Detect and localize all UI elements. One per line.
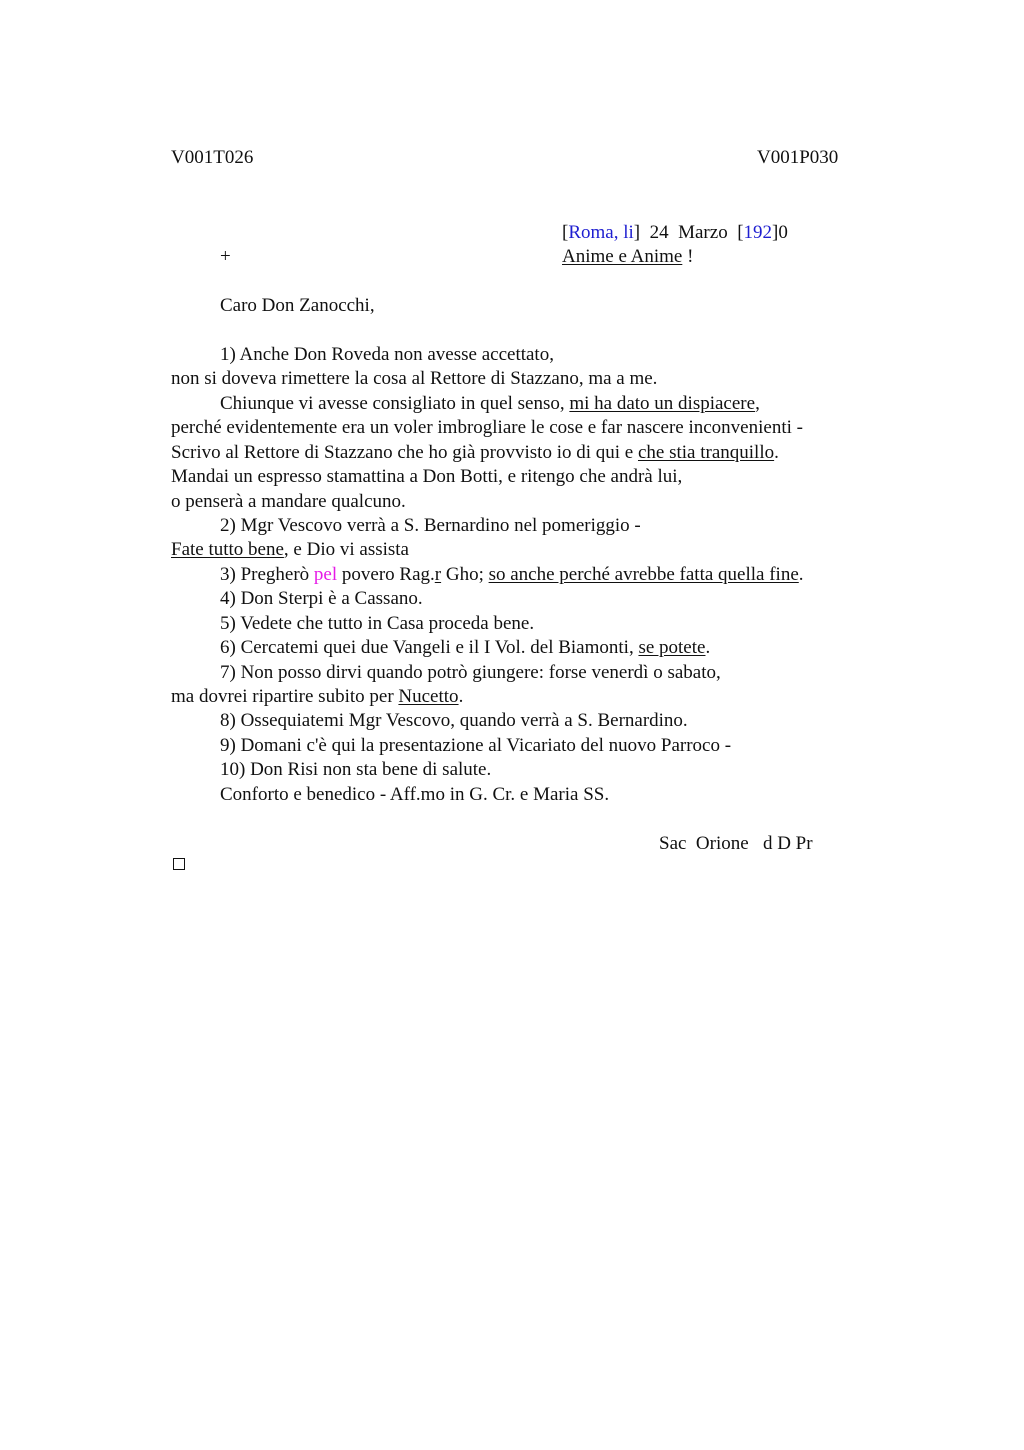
body-line: 10) Don Risi non sta bene di salute.	[220, 759, 492, 780]
text-run: , e Dio vi assista	[283, 539, 409, 560]
body-line: o penserà a mandare qualcuno.	[171, 491, 406, 512]
body-line: 1) Anche Don Roveda non avesse accettato,	[220, 344, 554, 365]
motto-text: Anime e Anime	[562, 246, 683, 267]
underlined-text: mi ha dato un dispiacere	[569, 393, 756, 414]
text-run: ,	[755, 393, 760, 414]
document-code-right: V001P030	[757, 147, 839, 168]
underlined-text: Fate tutto bene	[171, 539, 284, 560]
body-line	[220, 563, 804, 587]
text-run: .	[458, 686, 464, 707]
underlined-text: che stia tranquillo	[637, 442, 775, 463]
text-run: 3) Pregherò	[220, 564, 314, 585]
text-run: povero Rag.	[337, 564, 435, 585]
body-line	[171, 441, 779, 465]
body-line	[171, 685, 463, 709]
underlined-text: r	[434, 564, 442, 585]
body-line: 8) Ossequiatemi Mgr Vescovo, quando verrà a S. Bernardino.	[220, 710, 688, 731]
dateline-place: Roma, li	[568, 222, 634, 243]
bracket: ]	[772, 222, 779, 243]
bracket: ]	[633, 222, 641, 243]
underlined-text: se potete	[638, 637, 706, 658]
body-line: Conforto e benedico - Aff.mo in G. Cr. e Maria SS.	[220, 784, 610, 805]
body-line: 4) Don Sterpi è a Cassano.	[220, 588, 423, 609]
body-line: 5) Vedete che tutto in Casa proceda bene.	[220, 613, 535, 634]
body-line: 2) Mgr Vescovo verrà a S. Bernardino nel pomeriggio -	[220, 515, 641, 536]
body-line	[220, 392, 760, 416]
text-run: .	[798, 564, 804, 585]
text-run: Chiunque vi avesse consigliato in quel senso,	[220, 393, 570, 414]
underlined-text: Nucetto	[398, 686, 459, 707]
underlined-text: so anche perché avrebbe fatta quella fine	[488, 564, 799, 585]
body-line: 7) Non posso dirvi quando potrò giungere: forse venerdì o sabato,	[220, 662, 721, 683]
text-run: Gho;	[441, 564, 489, 585]
motto	[562, 245, 693, 269]
bracket: [	[562, 222, 569, 243]
body-line: perché evidentemente era un voler imbrogliare le cose e far nascere inconvenienti -	[171, 417, 803, 438]
signature: Sac Orione d D Pr	[659, 833, 813, 854]
bracket: [	[737, 222, 744, 243]
body-line: 9) Domani c'è qui la presentazione al Vicariato del nuovo Parroco -	[220, 735, 732, 756]
salutation: Caro Don Zanocchi,	[220, 295, 375, 316]
text-run: ma dovrei ripartire subito per	[171, 686, 399, 707]
motto-suffix: !	[682, 246, 694, 267]
dateline-date: 24 Marzo	[640, 222, 738, 243]
document-code-left: V001T026	[171, 147, 254, 168]
text-run: .	[705, 637, 711, 658]
dateline-year-prefix: 192	[743, 222, 773, 243]
body-line: non si doveva rimettere la cosa al Rettore di Stazzano, ma a me.	[171, 368, 658, 389]
body-line: Mandai un espresso stamattina a Don Botti, e ritengo che andrà lui,	[171, 466, 683, 487]
cross-symbol: +	[220, 246, 231, 267]
text-run: .	[774, 442, 779, 463]
dateline-year-suffix: 0	[778, 222, 788, 243]
text-run: 6) Cercatemi quei due Vangeli e il I Vol. del Biamonti,	[220, 637, 639, 658]
body-line	[171, 538, 409, 562]
text-run: Scrivo al Rettore di Stazzano che ho già provvisto io di qui e	[171, 442, 638, 463]
body-line	[220, 636, 710, 660]
end-marker-box	[173, 858, 185, 870]
dateline	[562, 221, 788, 245]
editorial-text: pel	[313, 564, 338, 585]
